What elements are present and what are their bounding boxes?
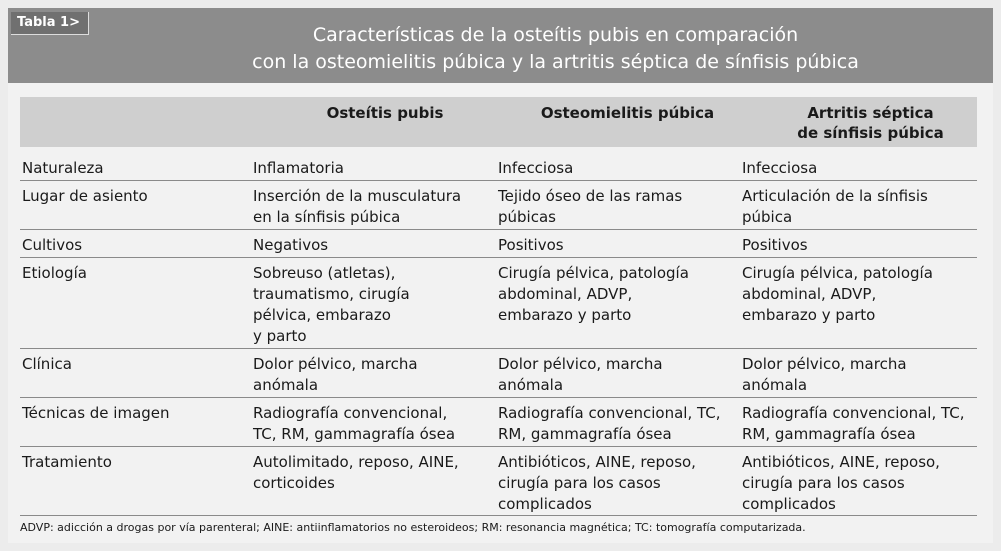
cell-osteomielitis: Dolor pélvico, marcha anómala bbox=[498, 355, 663, 394]
cell-osteomielitis: Positivos bbox=[498, 236, 564, 254]
cell-artritis: Articulación de la sínfisis púbica bbox=[742, 187, 928, 226]
cell-osteomielitis: Cirugía pélvica, patología abdominal, ADVP, embarazo y parto bbox=[498, 264, 689, 324]
table-frame bbox=[8, 83, 993, 543]
cell-artritis: Infecciosa bbox=[742, 159, 818, 177]
cell-osteitis: Negativos bbox=[253, 236, 329, 254]
table-row bbox=[20, 230, 977, 258]
table-title-line-1: Características de la osteítis pubis en comparación bbox=[312, 24, 799, 46]
cell-osteitis: Inserción de la musculatura en la sínfisis púbica bbox=[253, 187, 462, 226]
table-row bbox=[20, 181, 977, 230]
cell-osteitis: Sobreuso (atletas), traumatismo, cirugía pélvica, embarazo y parto bbox=[253, 264, 410, 345]
row-label: Tratamiento bbox=[22, 453, 112, 471]
cell-osteomielitis: Tejido óseo de las ramas púbicas bbox=[498, 187, 683, 226]
column-header-artritis: Artritis séptica de sínfisis púbica bbox=[797, 104, 944, 142]
row-label: Técnicas de imagen bbox=[22, 404, 170, 422]
cell-osteitis: Radiografía convencional, TC, RM, gammagrafía ósea bbox=[253, 404, 456, 443]
cell-osteitis: Dolor pélvico, marcha anómala bbox=[253, 355, 418, 394]
row-label: Cultivos bbox=[22, 236, 83, 254]
cell-osteomielitis: Radiografía convencional, TC, RM, gammagrafía ósea bbox=[498, 404, 721, 443]
table-row bbox=[20, 447, 977, 516]
column-header-osteomielitis: Osteomielitis púbica bbox=[540, 104, 715, 122]
table-row bbox=[20, 153, 977, 181]
table-footnote: ADVP: adicción a drogas por vía parenteral; AINE: antiinflamatorios no esteroideos; RM: resonancia magnética; TC: tomografía computarizada. bbox=[20, 521, 806, 534]
column-header-osteitis: Osteítis pubis bbox=[326, 104, 444, 122]
cell-osteitis: Autolimitado, reposo, AINE, corticoides bbox=[253, 453, 459, 492]
cell-artritis: Radiografía convencional, TC, RM, gammagrafía ósea bbox=[742, 404, 965, 443]
table-title bbox=[128, 22, 983, 76]
row-label: Clínica bbox=[22, 355, 72, 373]
table-title-line-2: con la osteomielitis púbica y la artritis séptica de sínfisis púbica bbox=[252, 51, 859, 73]
row-label: Naturaleza bbox=[22, 159, 104, 177]
table-number-tag: Tabla 1> bbox=[11, 12, 89, 35]
column-header-row bbox=[20, 97, 977, 147]
row-label: Lugar de asiento bbox=[22, 187, 148, 205]
table-row bbox=[20, 349, 977, 398]
cell-artritis: Dolor pélvico, marcha anómala bbox=[742, 355, 907, 394]
table-row bbox=[20, 398, 977, 447]
cell-artritis: Cirugía pélvica, patología abdominal, ADVP, embarazo y parto bbox=[742, 264, 933, 324]
cell-osteomielitis: Infecciosa bbox=[498, 159, 574, 177]
table-header-banner bbox=[8, 8, 993, 83]
cell-artritis: Positivos bbox=[742, 236, 808, 254]
cell-osteomielitis: Antibióticos, AINE, reposo, cirugía para los casos complicados bbox=[498, 453, 696, 513]
table-row bbox=[20, 258, 977, 349]
row-label: Etiología bbox=[22, 264, 87, 282]
cell-osteitis: Inflamatoria bbox=[253, 159, 344, 177]
cell-artritis: Antibióticos, AINE, reposo, cirugía para los casos complicados bbox=[742, 453, 940, 513]
